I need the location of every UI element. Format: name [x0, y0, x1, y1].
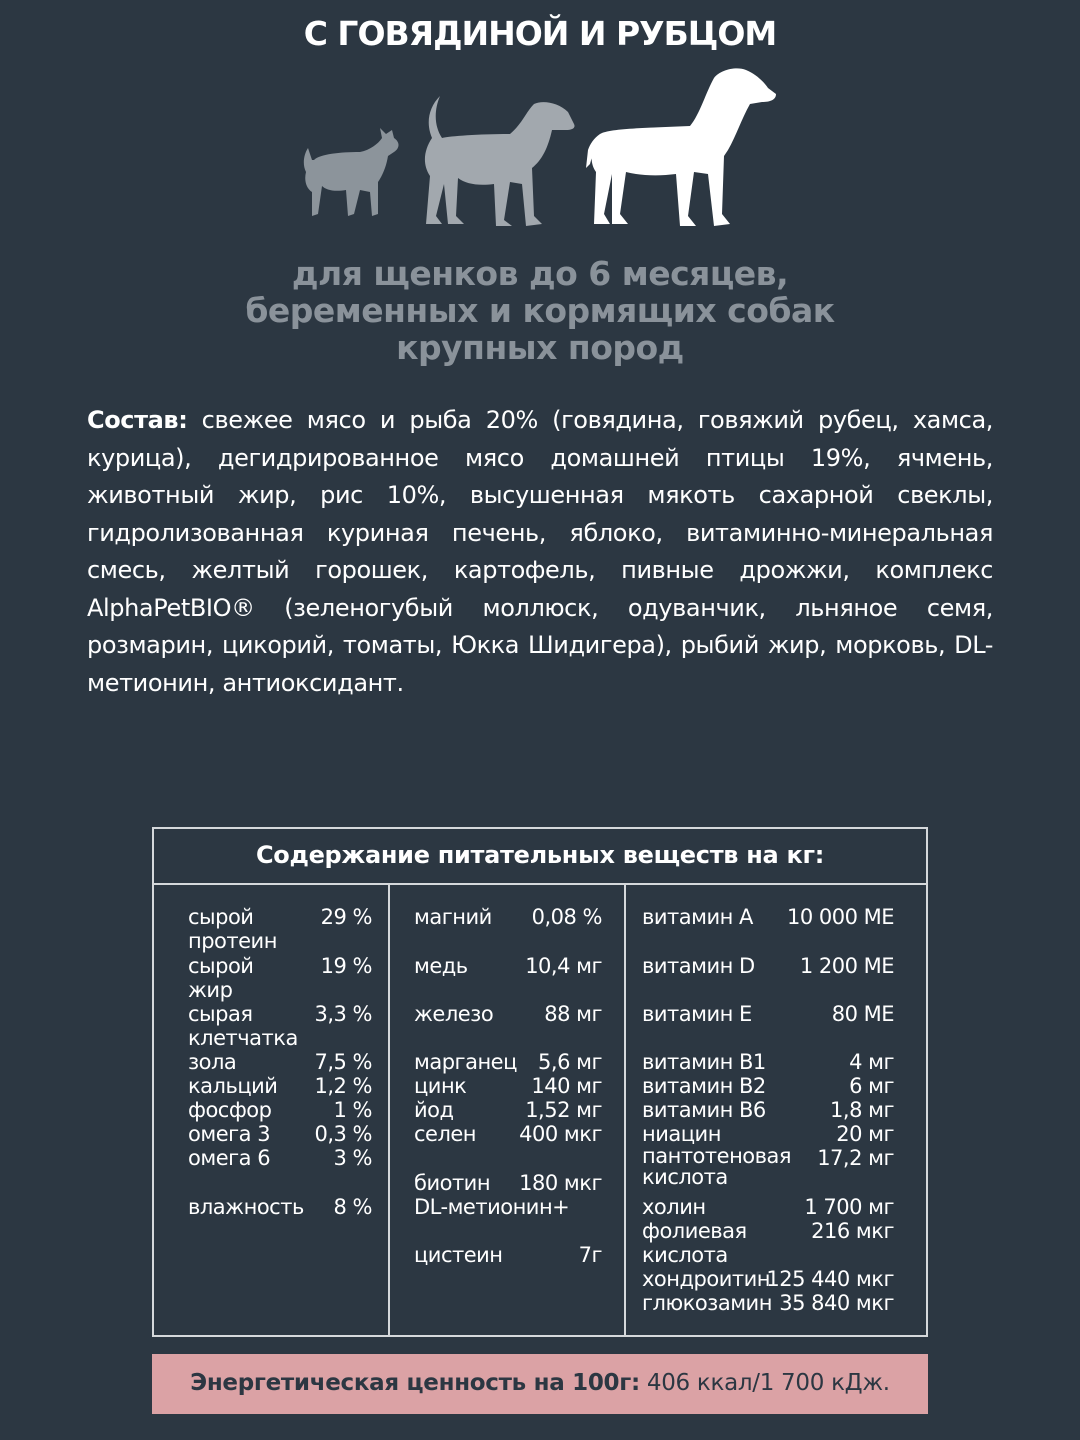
nutrients-table: [152, 827, 928, 1337]
energy-value: 406 ккал/1 700 кДж.: [639, 1370, 890, 1396]
nutrients-column-3: витамин А 10 000 МЕ витамин D 1 200 МЕ витамин Е 80 МЕ витамин В1 4 мг витамин В2 6 мг витамин В6 1,8 мг ниацин 20 мг пантотеновая кислота 17,2 мг холин 1 700 мг фолиевая кислота 216 мкг хондроитин 125 440 мкг глюкозамин 35 840 мкг: [642, 905, 894, 1315]
subtitle-line: крупных пород: [396, 328, 684, 367]
medium-dog-icon: [425, 96, 575, 226]
large-dog-icon: [586, 68, 776, 226]
composition-label: Состав:: [87, 406, 188, 434]
product-title: С ГОВЯДИНОЙ И РУБЦОМ: [303, 14, 777, 53]
energy-value-band: [152, 1354, 928, 1414]
energy-label: Энергетическая ценность на 100г:: [190, 1370, 640, 1396]
small-dog-icon: [304, 128, 399, 216]
nutrients-title: Содержание питательных веществ на кг:: [154, 829, 926, 885]
nutrients-column-1: сырой протеин 29 % сырой жир 19 % сырая клетчатка 3,3 % зола 7,5 % кальций 1,2 % фосфор 1 % омега 3 0,3 % омега 6 3 % влажность 8 %: [154, 885, 390, 1335]
subtitle-line: для щенков до 6 месяцев,: [291, 254, 789, 293]
target-audience: [0, 255, 1080, 366]
nutrients-column-2: магний 0,08 % медь 10,4 мг железо 88 мг марганец 5,6 мг цинк 140 мг йод 1,52 мг селен 400 мкг биотин 180 мкг DL-метионин+ цистеин 7г: [390, 885, 626, 1335]
composition-paragraph: [87, 402, 993, 702]
dog-size-icons: [290, 64, 790, 244]
composition-text: свежее мясо и рыба 20% (говядина, говяжий рубец, хамса, курица), дегидрированное мясо домашней птицы 19%, ячмень, животный жир, рис 10%, высушенная мякоть сахарной свеклы, гидролизованная куриная печень, яблоко, витаминно-минеральная смесь, желтый горошек, картофель, пивные дрожжи, комплекс AlphaPetBIO® (зеленогубый моллюск, одуванчик, льняное семя, розмарин, цикорий, томаты, Юкка Шидигера), рыбий жир, морковь, DL-метионин, антиоксидант.: [87, 406, 993, 697]
subtitle-line: беременных и кормящих собак: [245, 291, 835, 330]
